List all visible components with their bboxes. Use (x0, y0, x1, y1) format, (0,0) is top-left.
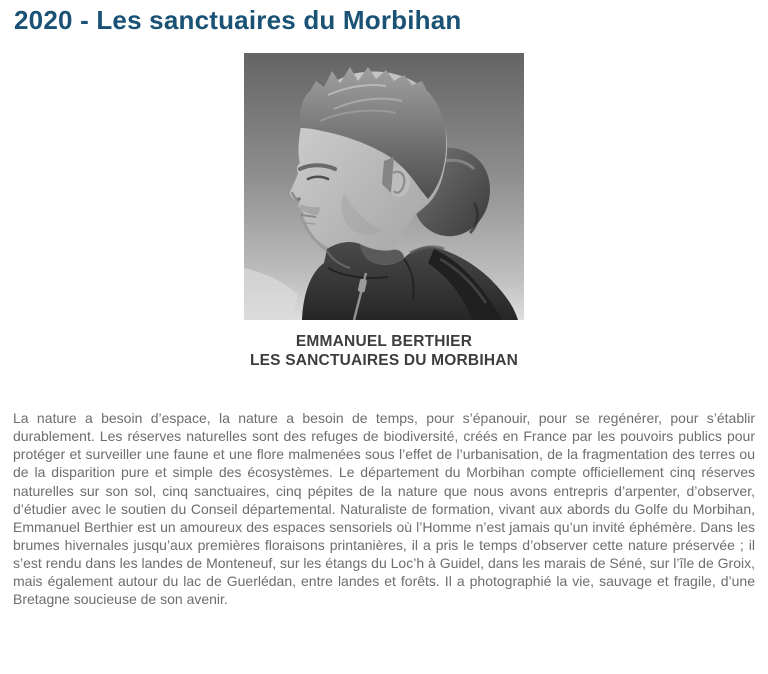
caption-series-title: LES SANCTUAIRES DU MORBIHAN (249, 351, 519, 369)
page-title: 2020 - Les sanctuaires du Morbihan (14, 5, 462, 35)
caption-photographer-name: EMMANUEL BERTHIER (295, 333, 473, 351)
portrait-photo (244, 53, 524, 320)
portrait-photo-image (244, 53, 524, 320)
page (0, 5, 768, 674)
portrait-caption (0, 333, 768, 370)
article-paragraph: La nature a besoin d’espace, la nature a besoin de temps, pour s’épanouir, pour se regénérer, pour s’établir durablement. Les réserves naturelles sont des refuges de biodiversité, créés en France par les pouvoirs publics pour protéger et surveiller une faune et une flore malmenées sous l’effet de l’urbanisation, de la fragmentation des terres ou de la disparition pure et simple des écosystèmes. Le département du Morbihan compte officiellement cinq réserves naturelles sur son sol, cinq sanctuaires, cinq pépites de la nature que nous avons entrepris d’arpenter, d’observer, d’étudier avec le soutien du Conseil départemental. Naturaliste de formation, vivant aux abords du Golfe du Morbihan, Emmanuel Berthier est un amoureux des espaces sensoriels où l’Homme n’est jamais qu’un invité éphémère. Dans les brumes hivernales jusqu’aux premières floraisons printanières, il a pris le temps d’observer cette nature préservée ; il s’est rendu dans les landes de Monteneuf, sur les étangs du Loc’h à Guidel, dans les marais de Séné, sur l’île de Groix, mais également autour du lac de Guerlédan, entre landes et forêts. Il a photographié la vie, sauvage et fragile, d’une Bretagne soucieuse de son avenir. (13, 410, 755, 608)
portrait-figure (0, 53, 768, 370)
